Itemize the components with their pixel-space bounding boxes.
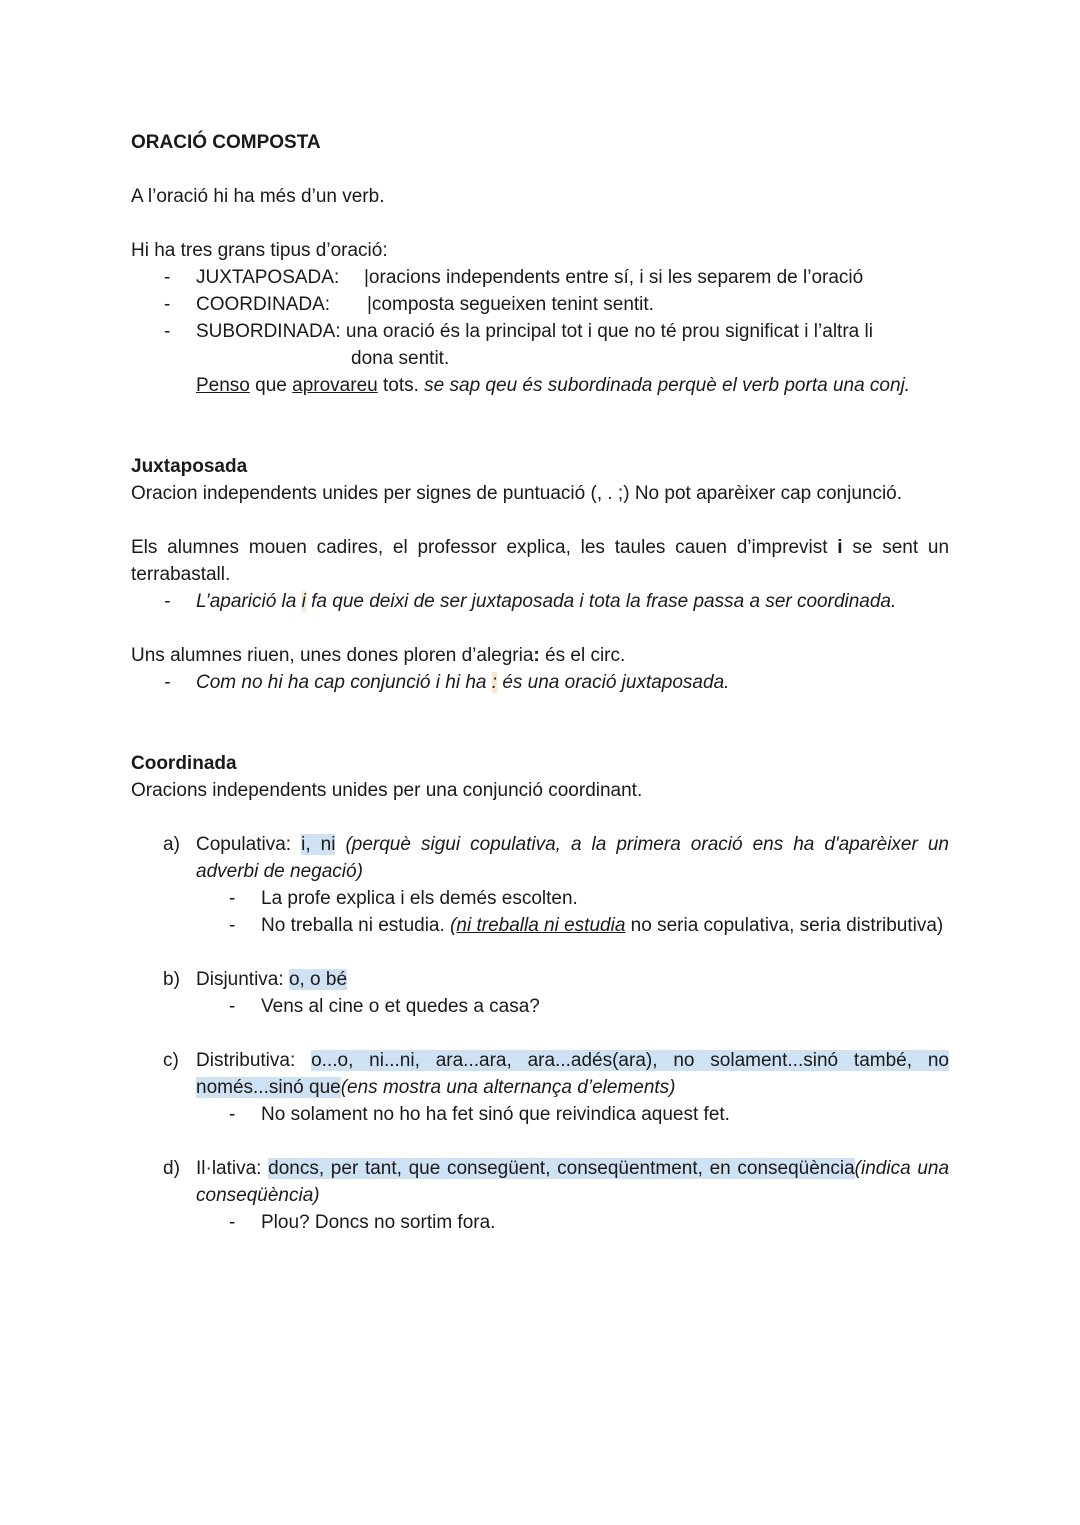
note-text: Com no hi ha cap conjunció i hi ha (196, 672, 487, 693)
conjunction-highlight: i, ni (301, 834, 336, 855)
bullet-dash: - (164, 294, 171, 315)
example-word: tots. (382, 375, 419, 396)
type-description: |oracions independents entre sí, i si les separem de l’oració (364, 267, 864, 288)
bullet-dash: - (229, 1212, 236, 1233)
bullet-dash: - (164, 267, 171, 288)
copulativa-example-2 (131, 912, 949, 939)
example-note: se sap qeu és subordinada perquè el verb porta una conj. (424, 375, 911, 396)
section-heading-juxtaposada: Juxtaposada (131, 456, 248, 477)
disjuntiva-example-1 (131, 993, 949, 1020)
example-text: No solament no ho ha fet sinó que reivindica aquest fet. (261, 1104, 730, 1125)
distributiva-example-1 (131, 1101, 949, 1128)
type-label: COORDINADA: (196, 294, 331, 315)
conjunction-highlight: o, o bé (288, 969, 348, 990)
example-text: No treballa ni estudia. (261, 915, 445, 936)
bullet-dash: - (229, 888, 236, 909)
example-text: se sent un terrabastall. (131, 537, 950, 585)
list-marker: c) (163, 1050, 179, 1071)
example-text: Els alumnes mouen cadires, el professor explica, les taules cauen d’imprevist (131, 537, 828, 558)
list-marker: d) (163, 1158, 180, 1179)
note-highlight: : (491, 672, 498, 693)
note-text: fa que deixi de ser juxtaposada i tota la frase passa a ser coordinada. (311, 591, 897, 612)
item-label: Il·lativa: (196, 1158, 262, 1179)
section-heading-coordinada: Coordinada (131, 753, 237, 774)
example-verb: aprovareu (292, 375, 378, 396)
note-text: L’aparició la (196, 591, 297, 612)
item-label: Distributiva: (196, 1050, 296, 1071)
conjunction-highlight: doncs, per tant, que consegüent, conseqüentment, en conseqüència (268, 1158, 855, 1179)
type-label: JUXTAPOSADA: (196, 267, 340, 288)
coordinada-disjuntiva (131, 966, 949, 993)
type-subordinada (131, 318, 949, 345)
juxtaposada-example-2 (131, 642, 949, 669)
example-text: no seria copulativa, seria distributiva) (630, 915, 944, 936)
bullet-dash: - (164, 321, 171, 342)
example-text: La profe explica i els demés escolten. (261, 888, 578, 909)
list-marker: b) (163, 969, 180, 990)
types-heading: Hi ha tres grans tipus d’oració: (131, 240, 388, 261)
type-description-cont: dona sentit. (351, 348, 450, 369)
juxtaposada-note-1 (131, 588, 949, 615)
example-text: Vens al cine o et quedes a casa? (261, 996, 540, 1017)
item-note: (ens mostra una alternança d’elements) (340, 1077, 676, 1098)
intro-paragraph: A l’oració hi ha més d’un verb. (131, 186, 385, 207)
document-content (131, 129, 949, 1236)
coordinada-copulativa (131, 831, 949, 885)
example-underlined: ni treballa ni estudia (456, 915, 626, 936)
juxtaposada-definition: Oracion independents unides per signes de puntuació (, . ;) No pot aparèixer cap conjunció. (131, 483, 903, 504)
example-conjunction: i (837, 537, 843, 558)
item-note: (indica una conseqüència) (196, 1158, 950, 1206)
list-marker: a) (163, 834, 180, 855)
type-coordinada (131, 291, 949, 318)
type-subordinada-cont (131, 345, 949, 372)
item-label: Copulativa: (196, 834, 292, 855)
page-title: ORACIÓ COMPOSTA (131, 132, 321, 153)
item-note: (perquè sigui copulativa, a la primera oració ens ha d'aparèixer un adverbi de negació) (196, 834, 949, 882)
example-paren: ( (450, 915, 457, 936)
bullet-dash: - (229, 1104, 236, 1125)
item-label: Disjuntiva: (196, 969, 284, 990)
coordinada-distributiva (131, 1047, 949, 1101)
example-colon: : (533, 645, 540, 666)
type-description: |composta segueixen tenint sentit. (367, 294, 654, 315)
juxtaposada-example-1 (131, 534, 949, 588)
subordinada-example (131, 372, 949, 399)
copulativa-example-1 (131, 885, 949, 912)
coordinada-illativa (131, 1155, 949, 1209)
bullet-dash: - (164, 672, 171, 693)
example-text: Plou? Doncs no sortim fora. (261, 1212, 496, 1233)
type-label: SUBORDINADA: (196, 321, 341, 342)
example-text: Uns alumnes riuen, unes dones ploren d’alegria (131, 645, 534, 666)
illativa-example-1 (131, 1209, 949, 1236)
bullet-dash: - (229, 996, 236, 1017)
type-juxtaposada (131, 264, 949, 291)
bullet-dash: - (164, 591, 171, 612)
coordinada-definition: Oracions independents unides per una conjunció coordinant. (131, 780, 643, 801)
example-word: que (255, 375, 287, 396)
example-verb: Penso (196, 375, 250, 396)
example-text: és el circ. (545, 645, 626, 666)
bullet-dash: - (229, 915, 236, 936)
juxtaposada-note-2 (131, 669, 949, 696)
conjunction-highlight: o...o, ni...ni, ara...ara, ara...adés(ara), no solament...sinó també, no només...sinó que (196, 1050, 949, 1098)
note-highlight: i (301, 591, 306, 612)
type-description: una oració és la principal tot i que no té prou significat i l’altra li (345, 321, 873, 342)
note-text: és una oració juxtaposada. (502, 672, 730, 693)
